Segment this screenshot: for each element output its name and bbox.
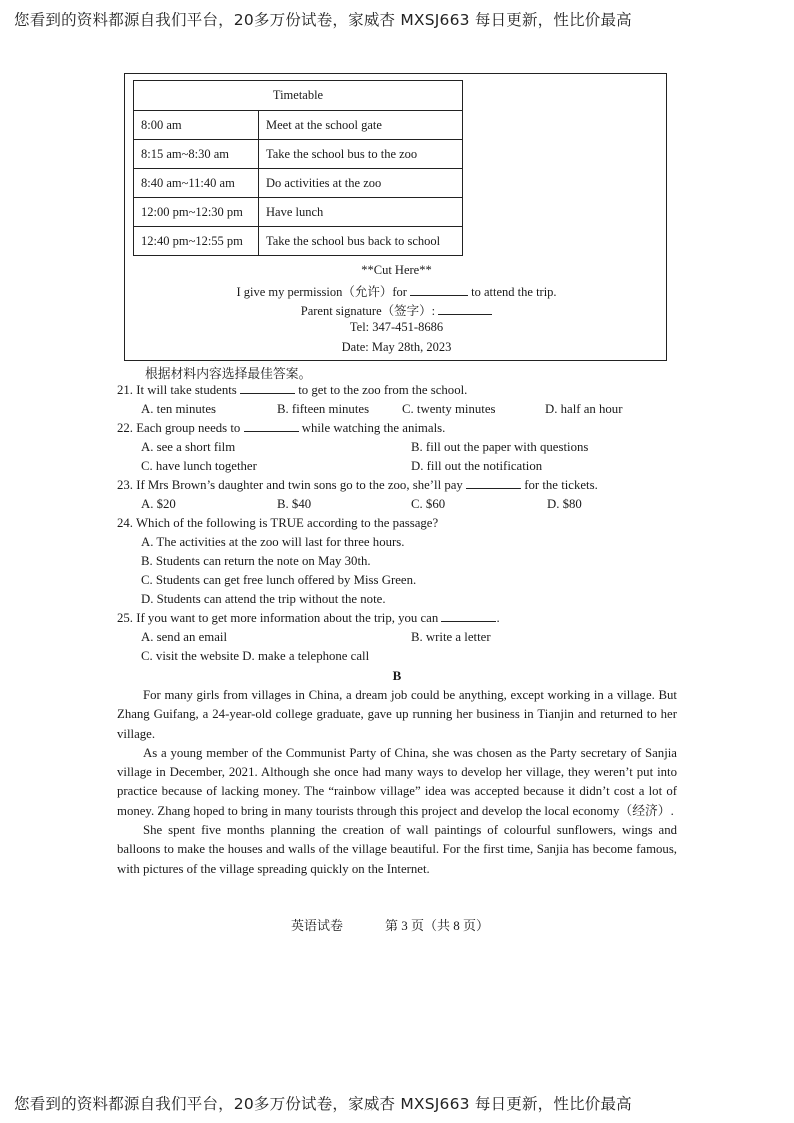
paragraph: As a young member of the Communist Party of China, she was chosen as the Party secretary of Sanjia village in December, 2021. Although she once had many ways to develop her village, they weren’t put into practice because of lacking money. The “rainbow village” idea was accepted because it didn’t cost a lot of money. Zhang hoped to bring in many tourists through this project and develop the local economy（经济）. <box>117 745 677 818</box>
answer-blank <box>240 393 295 394</box>
activity-cell: Have lunch <box>259 198 463 227</box>
question-stem: 25. If you want to get more information about the trip, you can <box>117 611 439 625</box>
table-row <box>134 169 463 198</box>
option: B. fill out the paper with questions <box>411 440 589 454</box>
signature-label: Parent signature（签字）: <box>300 304 436 318</box>
option: B. Students can return the note on May 30th. <box>141 554 371 568</box>
paragraph: She spent five months planning the creation of wall paintings of colourful sunflowers, wings and balloons to make the houses and walls of the village beautiful. For the first time, Sanjia has become famous, with pictures of the village spreading quickly on the Internet. <box>117 823 677 876</box>
question-stem: 21. It will take students <box>117 383 237 397</box>
top-banner: 您看到的资料都源自我们平台，20多万份试卷，家威杏 MXSJ663 每日更新，性比价最高 <box>14 11 632 29</box>
question-stem-end: for the tickets. <box>524 478 598 492</box>
bottom-banner: 您看到的资料都源自我们平台，20多万份试卷，家威杏 MXSJ663 每日更新，性比价最高 <box>14 1095 632 1113</box>
question-stem-end: . <box>496 611 500 625</box>
activity-cell: Meet at the school gate <box>259 111 463 140</box>
footer-subject: 英语试卷 <box>291 918 344 933</box>
section-heading: B <box>392 668 402 683</box>
table-row <box>134 227 463 256</box>
signature-line <box>125 301 668 319</box>
option: A. send an email <box>141 630 227 644</box>
passage <box>117 686 677 879</box>
option: A. see a short film <box>141 440 236 454</box>
option: B. fifteen minutes <box>277 402 370 416</box>
time-cell: 8:15 am~8:30 am <box>134 140 259 169</box>
option: A. $20 <box>141 497 176 511</box>
question-22 <box>117 421 445 436</box>
option: D. Students can attend the trip without the note. <box>141 592 386 606</box>
answer-blank <box>244 431 299 432</box>
option: A. ten minutes <box>141 402 216 416</box>
table-row <box>134 111 463 140</box>
instruction: 根据材料内容选择最佳答案。 <box>145 367 312 381</box>
option: D. fill out the notification <box>411 459 543 473</box>
notice-box <box>124 73 667 361</box>
option: B. $40 <box>277 497 312 511</box>
table-row <box>134 198 463 227</box>
option: D. $80 <box>547 497 582 511</box>
permission-text-b: to attend the trip. <box>471 285 557 299</box>
permission-text-a: I give my permission（允许）for <box>236 285 407 299</box>
question-stem-end: while watching the animals. <box>301 421 446 435</box>
activity-cell: Do activities at the zoo <box>259 169 463 198</box>
permission-blank <box>410 295 468 296</box>
question-25 <box>117 611 500 626</box>
time-cell: 12:00 pm~12:30 pm <box>134 198 259 227</box>
question-stem: 23. If Mrs Brown’s daughter and twin sons go to the zoo, she’ll pay <box>117 478 463 492</box>
time-cell: 12:40 pm~12:55 pm <box>134 227 259 256</box>
answer-blank <box>466 488 521 489</box>
option: C. twenty minutes <box>402 402 496 416</box>
telephone: Tel: 347-451-8686 <box>349 320 444 334</box>
option: C. visit the website D. make a telephone call <box>141 649 370 663</box>
option: A. The activities at the zoo will last for three hours. <box>141 535 405 549</box>
activity-cell: Take the school bus to the zoo <box>259 140 463 169</box>
question-stem-end: to get to the zoo from the school. <box>298 383 468 397</box>
time-cell: 8:00 am <box>134 111 259 140</box>
option: C. Students can get free lunch offered by Miss Green. <box>141 573 417 587</box>
timetable-title: Timetable <box>134 81 463 111</box>
date: Date: May 28th, 2023 <box>341 340 452 354</box>
activity-cell: Take the school bus back to school <box>259 227 463 256</box>
option: C. have lunch together <box>141 459 257 473</box>
question-21 <box>117 383 467 398</box>
time-cell: 8:40 am~11:40 am <box>134 169 259 198</box>
paragraph: For many girls from villages in China, a dream job could be anything, except working in a village. But Zhang Guifang, a 24-year-old college graduate, gave up running her business in Tianjin and returned to her village. <box>117 688 677 741</box>
table-row <box>134 140 463 169</box>
signature-blank <box>438 314 492 315</box>
question-stem: 22. Each group needs to <box>117 421 241 435</box>
timetable <box>133 80 463 256</box>
answer-blank <box>441 621 496 622</box>
footer-page: 第 3 页（共 8 页） <box>385 918 490 933</box>
cut-here-line: **Cut Here** <box>361 263 432 277</box>
option: B. write a letter <box>411 630 491 644</box>
question-23 <box>117 478 598 493</box>
question-24: 24. Which of the following is TRUE according to the passage? <box>117 516 439 530</box>
option: C. $60 <box>411 497 446 511</box>
permission-line <box>125 282 668 300</box>
option: D. half an hour <box>545 402 623 416</box>
